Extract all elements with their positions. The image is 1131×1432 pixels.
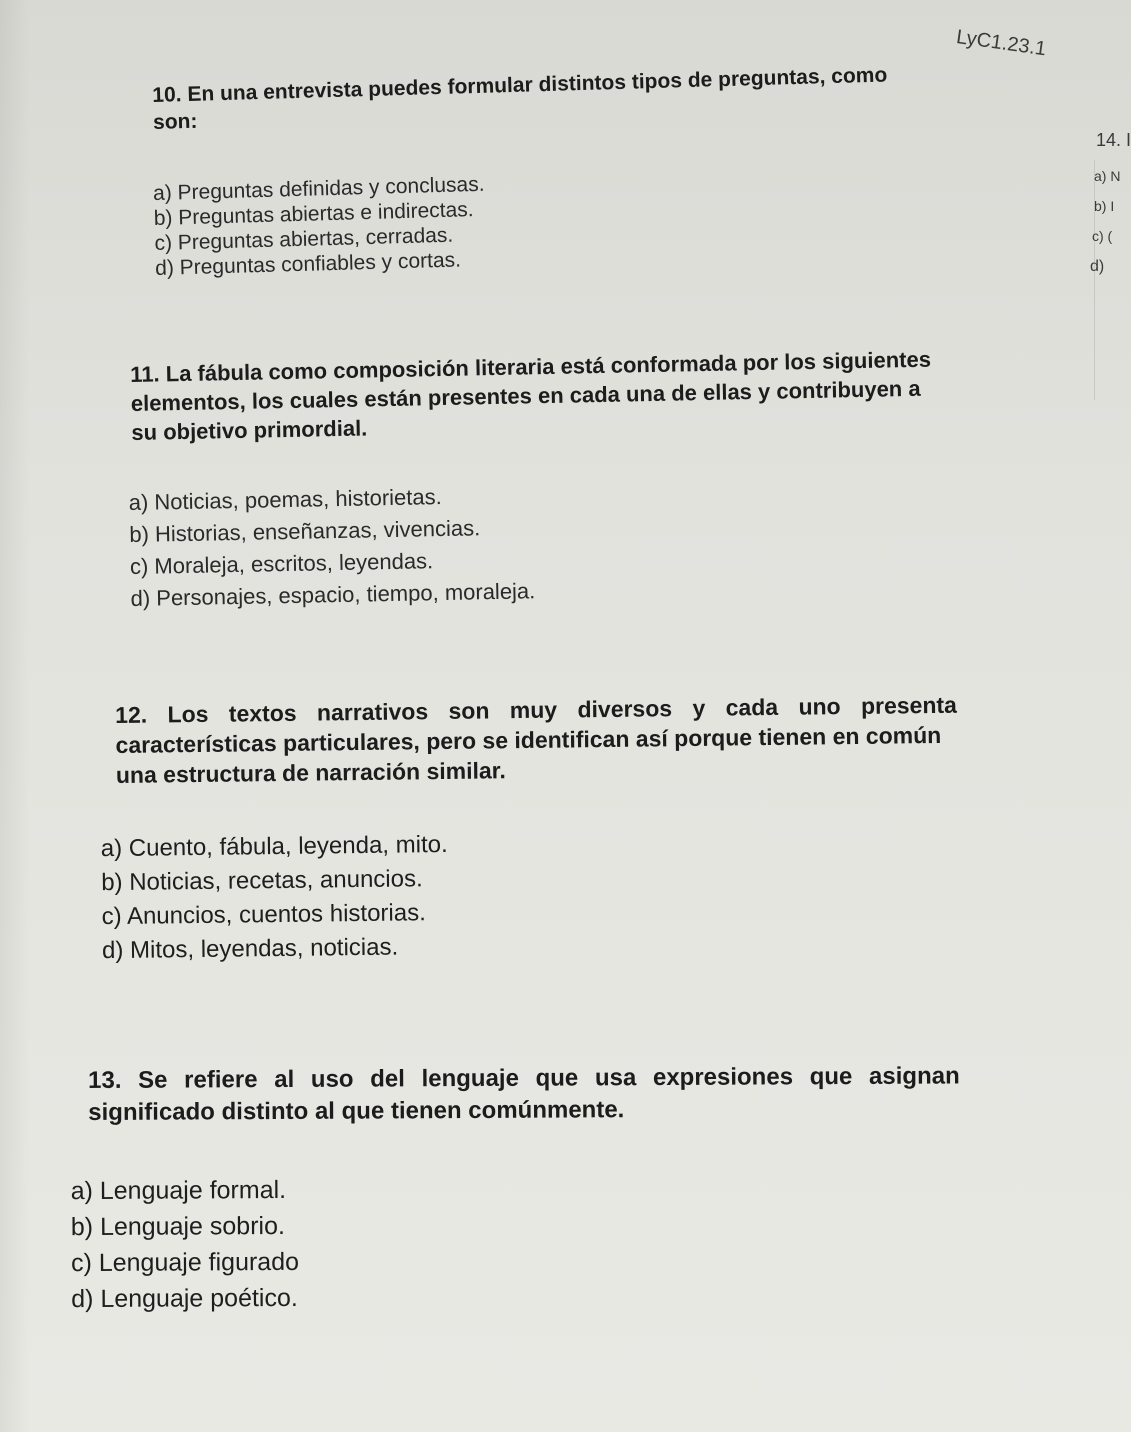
question-12-options (101, 822, 960, 968)
side-option-b: b) I (1094, 198, 1115, 214)
question-10-option-d[interactable]: d) Preguntas confiables y cortas. (154, 248, 462, 280)
question-13-title (88, 1060, 960, 1129)
question-12-option-a[interactable]: a) Cuento, fábula, leyenda, mito. (100, 830, 448, 863)
question-12 (100, 690, 960, 968)
side-question-number: 14. I (1096, 130, 1131, 150)
question-13-option-a[interactable]: a) Lenguaje formal. (70, 1175, 287, 1206)
question-10-option-a[interactable]: a) Preguntas definidas y conclusas. (152, 172, 485, 205)
side-option-d: d) (1090, 258, 1105, 275)
question-11-option-c[interactable]: c) Moraleja, escritos, leyendas. (129, 548, 434, 580)
question-13-options (71, 1168, 961, 1317)
question-12-option-c[interactable]: c) Anuncios, cuentos historias. (101, 899, 426, 931)
question-11-options (128, 472, 935, 615)
question-11-title-line-3: su objetivo primordial. (131, 415, 368, 445)
side-option-c: c) ( (1092, 228, 1113, 244)
question-10-title-line-2: son: (152, 110, 198, 135)
question-11-title-line-1: 11. La fábula como composición literaria está conformada por los siguientes (130, 346, 932, 387)
question-11 (130, 345, 936, 615)
question-11-option-a[interactable]: a) Noticias, poemas, historietas. (128, 484, 442, 516)
question-10-title-line-1: 10. En una entrevista puedes formular distintos tipos de preguntas, como (152, 63, 888, 107)
question-10-option-b[interactable]: b) Preguntas abiertas e indirectas. (153, 197, 474, 230)
question-12-title (115, 690, 958, 790)
question-12-option-b[interactable]: b) Noticias, recetas, anuncios. (101, 865, 423, 897)
question-11-title-line-2: elementos, los cuales están presentes en cada una de ellas y contribuyen a (130, 375, 921, 416)
question-13-option-b[interactable]: b) Lenguaje sobrio. (70, 1211, 285, 1242)
question-12-title-line-3: una estructura de narración similar. (115, 757, 506, 788)
question-11-option-d[interactable]: d) Personajes, espacio, tiempo, moraleja. (130, 578, 536, 612)
question-13-title-line-2: significado distinto al que tienen comúnmente. (88, 1096, 625, 1126)
question-11-title (130, 345, 932, 447)
question-10-options (153, 160, 893, 281)
question-12-option-d[interactable]: d) Mitos, leyendas, noticias. (101, 933, 399, 965)
question-12-title-line-1: 12. Los textos narrativos son muy diversos y cada uno presenta (115, 691, 958, 728)
question-10 (152, 61, 892, 280)
question-13-title-line-1: 13. Se refiere al uso del lenguaje que usa expresiones que asignan (88, 1062, 960, 1094)
question-13-option-c[interactable]: c) Lenguaje figurado (70, 1247, 300, 1278)
question-11-option-b[interactable]: b) Historias, enseñanzas, vivencias. (129, 515, 481, 548)
page-shadow (0, 0, 30, 1432)
sheet-code: LyC1.23.1 (954, 26, 1048, 61)
question-13 (70, 1060, 961, 1317)
question-12-title-line-2: características particulares, pero se identifican así porque tienen en común (115, 721, 942, 758)
question-13-option-d[interactable]: d) Lenguaje poético. (71, 1283, 298, 1314)
question-10-option-c[interactable]: c) Preguntas abiertas, cerradas. (154, 223, 454, 255)
question-10-title (152, 61, 888, 136)
side-option-a: a) N (1094, 168, 1121, 184)
side-column-fold (1094, 160, 1095, 400)
